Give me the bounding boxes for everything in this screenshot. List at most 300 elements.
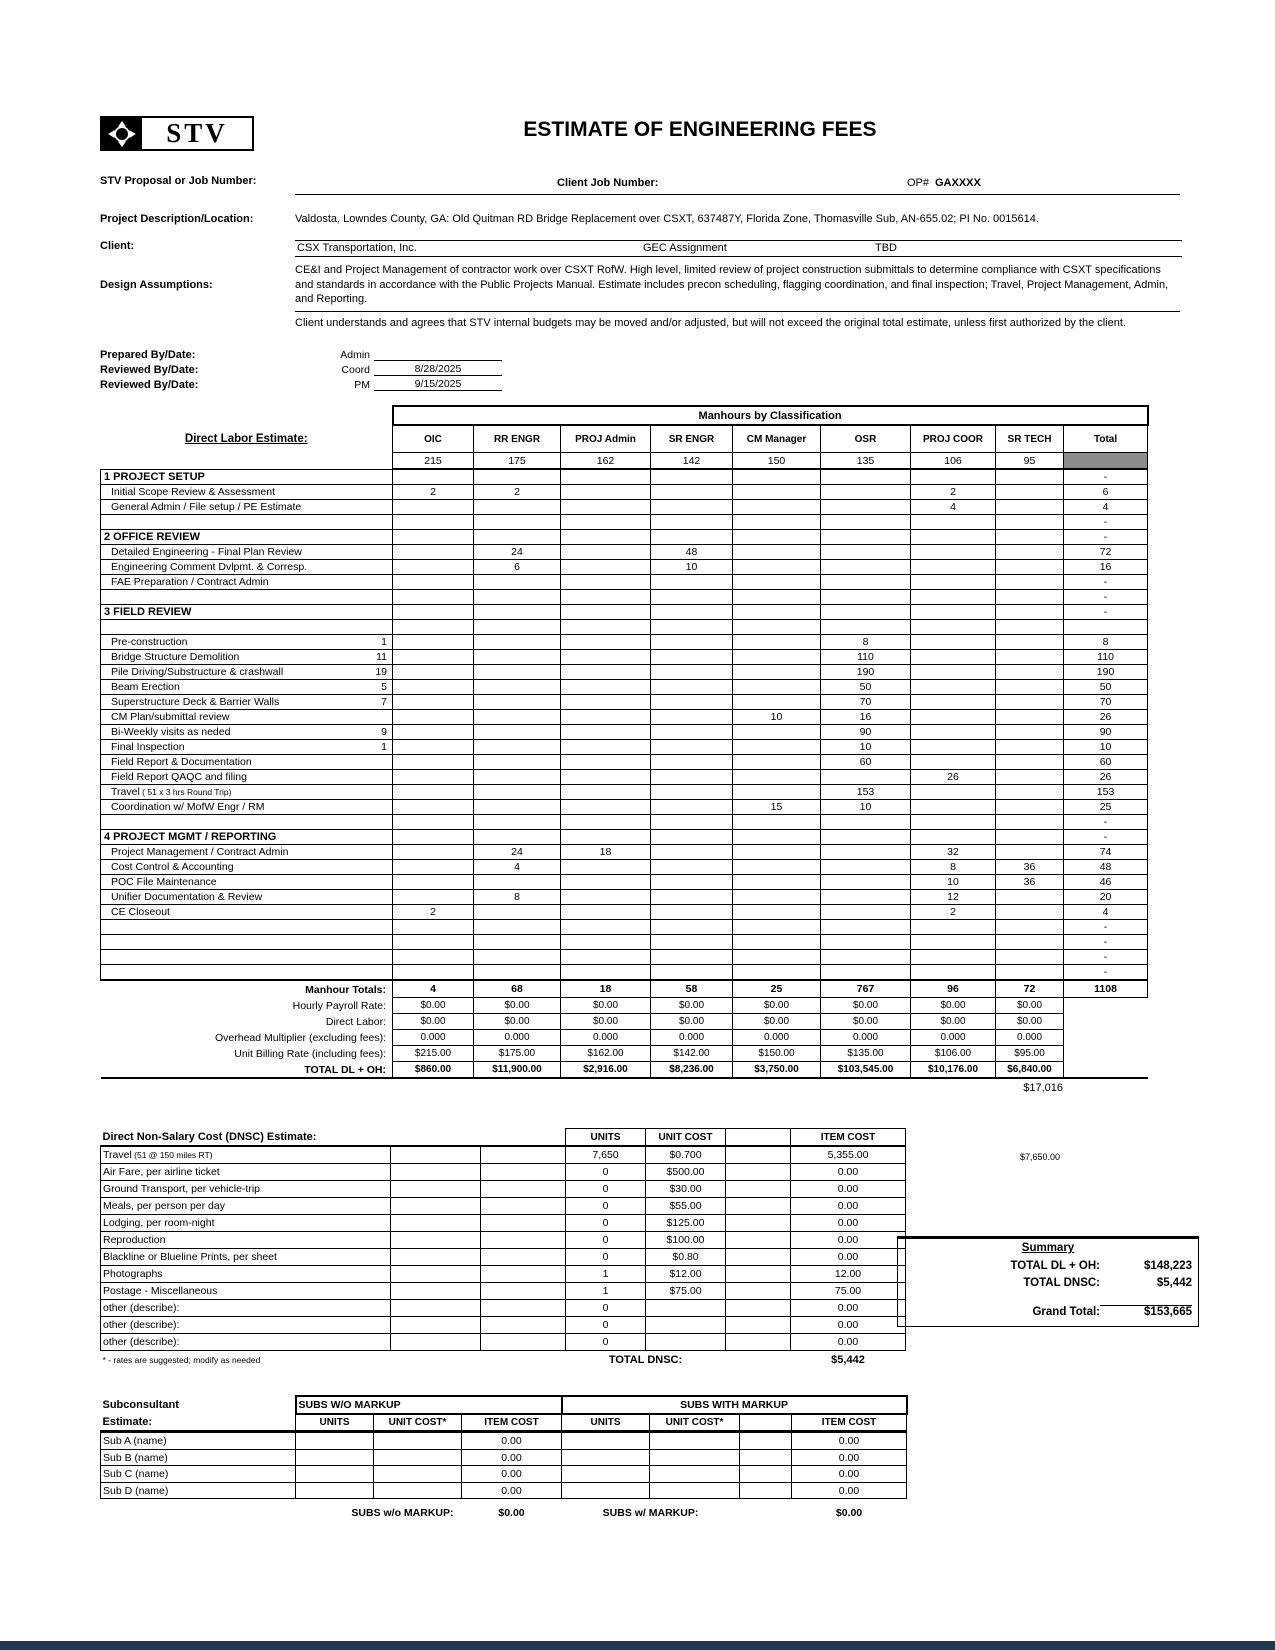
row-total-cell: 10 [1064,740,1148,755]
empty-cell [481,1266,566,1283]
manhour-total-cell: 18 [561,980,651,998]
dnsc-item-cost-cell: 5,355.00 [791,1146,906,1164]
labor-row-label: Detailed Engineering - Final Plan Review [101,545,393,560]
manhours-cell [651,620,733,635]
manhours-cell: 8 [821,635,911,650]
manhours-cell [651,800,733,815]
row-total-cell: - [1064,469,1148,485]
empty-cell [740,1466,792,1483]
sub-w-unit-cost-cell [650,1466,740,1483]
manhours-cell [733,590,821,605]
manhours-cell [393,545,474,560]
manhours-cell [911,800,996,815]
labor-summary-cell: $0.00 [561,998,651,1014]
reviewed1-date: 8/28/2025 [374,363,502,376]
op-label: OP# [907,177,930,189]
manhours-cell [561,695,651,710]
empty-cell [481,1300,566,1317]
row-total-cell: 26 [1064,710,1148,725]
manhours-cell [474,950,561,965]
manhours-cell [733,815,821,830]
manhours-cell [651,920,733,935]
subs-wo-total-value: $0.00 [498,1507,525,1520]
manhours-cell [911,635,996,650]
labor-summary-cell: $0.00 [393,1014,474,1030]
row-total-cell: - [1064,515,1148,530]
labor-summary-cell: $162.00 [561,1046,651,1062]
travel-side-note: $7,650.00 [1020,1152,1061,1163]
manhours-cell [911,530,996,545]
labor-item-row [101,620,1148,635]
manhours-cell: 36 [996,875,1064,890]
empty-cell [391,1232,481,1249]
row-total-cell: 74 [1064,845,1148,860]
dnsc-units-cell: 0 [566,1232,646,1249]
labor-summary-cell: 0.000 [911,1030,996,1046]
dnsc-row-label: Travel (51 @ 150 miles RT) [101,1146,391,1164]
sub-wo-unit-cost-cell [374,1432,462,1450]
stv-logo-text: STV [166,118,228,148]
labor-row-label: Final Inspection 1 [101,740,393,755]
labor-item-row [101,500,1148,515]
empty-cell [481,1181,566,1198]
dnsc-row-label: other (describe): [101,1334,391,1351]
subs-footer-row [101,1499,907,1520]
manhours-cell [996,800,1064,815]
manhours-cell [733,875,821,890]
labor-section-row [101,830,1148,845]
dnsc-unit-cost-cell: $12.00 [646,1266,726,1283]
empty-cell [391,1249,481,1266]
manhours-cell [474,710,561,725]
row-total-cell: - [1064,530,1148,545]
manhours-cell [474,725,561,740]
manhours-cell [733,965,821,981]
labor-summary-label: Direct Labor: [325,1015,386,1028]
summary-dnsc-label: TOTAL DNSC: [1023,1276,1100,1289]
proposal-row [100,175,1185,195]
labor-column-header: Total [1064,425,1148,453]
dnsc-units-cell: 0 [566,1249,646,1266]
manhours-cell [733,950,821,965]
manhours-cell [393,860,474,875]
manhours-cell [561,500,651,515]
manhours-cell [561,860,651,875]
sub-name-cell: Sub D (name) [101,1482,296,1499]
dnsc-row [101,1283,906,1300]
reviewed-row-1 [100,361,1185,376]
dnsc-row-label: Ground Transport, per vehicle-trip [101,1181,391,1198]
labor-item-row [101,860,1148,875]
manhours-cell [651,469,733,485]
labor-summary-cell: $860.00 [393,1062,474,1079]
labor-row-label: FAE Preparation / Contract Admin [101,575,393,590]
empty-cell [391,1146,481,1164]
manhours-cell [561,530,651,545]
labor-summary-cell: 0.000 [561,1030,651,1046]
manhours-cell [474,635,561,650]
manhours-cell: 24 [474,845,561,860]
labor-summary-cell: 0.000 [821,1030,911,1046]
labor-item-row [101,635,1148,650]
manhours-cell [821,590,911,605]
manhours-cell [561,710,651,725]
manhours-cell [733,469,821,485]
dnsc-unit-cost-cell: $0.80 [646,1249,726,1266]
sub-w-units-cell [562,1482,650,1499]
manhours-cell [911,590,996,605]
manhours-cell [996,830,1064,845]
agreement-note-row [100,312,1185,331]
manhours-cell [996,545,1064,560]
manhours-cell [996,965,1064,981]
manhours-cell [996,530,1064,545]
dnsc-row-label: other (describe): [101,1317,391,1334]
manhours-cell [561,469,651,485]
manhours-cell [561,920,651,935]
manhours-cell [996,815,1064,830]
labor-column-header: PROJ Admin [561,425,651,453]
manhours-cell: 8 [911,860,996,875]
manhours-cell: 190 [821,665,911,680]
dnsc-item-cost-cell: 12.00 [791,1266,906,1283]
row-total-cell: - [1064,950,1148,965]
manhours-cell: 2 [393,485,474,500]
labor-row-label: Bi-Weekly visits as neded 9 [101,725,393,740]
summary-dnsc-row [904,1274,1192,1291]
manhours-cell [911,950,996,965]
manhours-cell [393,710,474,725]
manhours-cell [911,620,996,635]
sub-wo-unit-cost-cell [374,1482,462,1499]
manhours-cell [821,950,911,965]
labor-item-row [101,785,1148,800]
empty-cell [740,1432,792,1450]
labor-item-row [101,890,1148,905]
manhours-cell [561,605,651,620]
manhours-cell [733,920,821,935]
manhours-cell [651,740,733,755]
manhours-cell [561,545,651,560]
labor-row-label: POC File Maintenance [101,875,393,890]
manhours-cell [821,890,911,905]
manhours-cell [651,815,733,830]
manhours-cell [393,530,474,545]
labor-rate-cell: 215 [393,453,474,470]
manhours-cell [561,830,651,845]
labor-column-header: RR ENGR [474,425,561,453]
sub-w-unit-cost-cell [650,1449,740,1466]
manhours-cell [561,950,651,965]
subs-w-total-label: SUBS w/ MARKUP: [602,1507,699,1520]
dnsc-row [101,1198,906,1215]
manhours-cell [733,665,821,680]
dnsc-unit-cost-cell: $500.00 [646,1164,726,1181]
labor-row-label: 4 PROJECT MGMT / REPORTING [101,830,393,845]
manhours-cell [393,635,474,650]
labor-summary-cell: 0.000 [996,1030,1064,1046]
manhours-cell [393,875,474,890]
description-label: Project Description/Location: [100,213,254,225]
empty-cell [726,1146,791,1164]
labor-row-label: CE Closeout [101,905,393,920]
manhours-cell [393,920,474,935]
manhours-cell [996,845,1064,860]
empty-cell [1064,1046,1148,1062]
dnsc-item-cost-cell: 0.00 [791,1164,906,1181]
manhours-cell [996,680,1064,695]
manhours-cell [733,890,821,905]
manhours-cell [561,815,651,830]
labor-item-row [101,875,1148,890]
manhours-cell: 8 [474,890,561,905]
dnsc-total-label: TOTAL DNSC: [608,1354,683,1367]
empty-cell [481,1334,566,1351]
dnsc-units-cell: 0 [566,1215,646,1232]
empty-cell [726,1249,791,1266]
subs-with-markup-group: SUBS WITH MARKUP [562,1396,907,1414]
labor-summary-cell: $0.00 [911,998,996,1014]
labor-summary-cell: $8,236.00 [651,1062,733,1079]
labor-item-row [101,650,1148,665]
manhours-cell [393,725,474,740]
labor-summary-cell: 0.000 [651,1030,733,1046]
manhours-cell [393,605,474,620]
row-total-cell: 4 [1064,500,1148,515]
dnsc-row-label: Air Fare, per airline ticket [101,1164,391,1181]
gec-assignment-label: GEC Assignment [643,242,727,254]
empty-cell [726,1232,791,1249]
empty-cell [391,1317,481,1334]
subs-group-row [101,1396,907,1414]
labor-row-label: Engineering Comment Dvlpmt. & Corresp. [101,560,393,575]
summary-dnsc-value: $5,442 [1156,1276,1192,1289]
sub-wo-unit-cost-cell [374,1466,462,1483]
manhours-cell [474,650,561,665]
manhours-cell [393,740,474,755]
dnsc-units-cell: 0 [566,1181,646,1198]
sub-w-units-cell [562,1466,650,1483]
labor-row-label: Project Management / Contract Admin [101,845,393,860]
subs-wo-unit-cost-header: UNIT COST* [374,1414,462,1432]
header [100,116,1185,160]
reviewed1-label: Reviewed By/Date: [100,364,199,377]
empty-cell [726,1300,791,1317]
empty-cell [481,1249,566,1266]
manhours-cell [911,665,996,680]
empty-cell [726,1266,791,1283]
manhours-cell [651,665,733,680]
manhours-cell [393,590,474,605]
row-total-cell: 110 [1064,650,1148,665]
manhours-cell [393,965,474,981]
empty-cell [1064,1014,1148,1030]
summary-grand-value: $153,665 [1100,1305,1192,1318]
labor-column-header: PROJ COOR [911,425,996,453]
direct-labor-estimate-label: Direct Labor Estimate: [184,433,308,446]
manhours-cell [651,755,733,770]
row-total-cell: - [1064,575,1148,590]
manhours-cell: 110 [821,650,911,665]
manhours-cell [651,530,733,545]
manhours-cell [651,905,733,920]
labor-item-row [101,905,1148,920]
manhours-cell [821,845,911,860]
manhours-cell [996,560,1064,575]
row-total-cell: - [1064,830,1148,845]
manhours-cell [733,485,821,500]
manhours-cell [821,965,911,981]
manhours-cell [474,785,561,800]
manhours-cell [561,800,651,815]
dnsc-footer-row [101,1351,906,1370]
dnsc-footnote: * - rates are suggested; modify as needed [102,1355,261,1366]
manhours-cell [911,935,996,950]
manhours-cell [561,680,651,695]
manhours-cell [733,680,821,695]
empty-cell [726,1181,791,1198]
manhours-cell [561,590,651,605]
manhours-cell [996,485,1064,500]
manhours-cell [821,830,911,845]
manhours-cell [651,605,733,620]
manhours-cell [393,650,474,665]
labor-row-label: Unifier Documentation & Review [101,890,393,905]
manhours-cell [911,785,996,800]
manhours-cell [911,815,996,830]
manhours-cell [561,965,651,981]
labor-item-row [101,755,1148,770]
dnsc-title: Direct Non-Salary Cost (DNSC) Estimate: [101,1129,566,1147]
manhours-cell [821,920,911,935]
manhours-cell [821,515,911,530]
sub-wo-unit-cost-cell [374,1449,462,1466]
sub-w-unit-cost-cell [650,1482,740,1499]
sub-wo-units-cell [296,1482,374,1499]
dnsc-item-cost-cell: 0.00 [791,1317,906,1334]
manhours-cell [474,800,561,815]
labor-summary-cell: $0.00 [733,1014,821,1030]
dnsc-row [101,1215,906,1232]
dnsc-units-cell: 7,650 [566,1146,646,1164]
labor-section-row [101,530,1148,545]
manhours-cell [651,845,733,860]
subconsultant-row [101,1482,907,1499]
manhours-cell [561,905,651,920]
dnsc-unit-cost-cell [646,1334,726,1351]
dnsc-units-cell: 0 [566,1334,646,1351]
labor-row-label [101,935,393,950]
labor-summary-cell: $0.00 [733,998,821,1014]
manhours-cell [393,770,474,785]
manhour-total-cell: 767 [821,980,911,998]
manhours-cell [393,695,474,710]
labor-rate-cell: 135 [821,453,911,470]
labor-row-label: Field Report & Documentation [101,755,393,770]
manhours-cell [821,575,911,590]
subs-w-total-value: $0.00 [835,1507,863,1520]
subs-wo-units-header: UNITS [296,1414,374,1432]
labor-item-row [101,950,1148,965]
manhours-cell [651,500,733,515]
row-total-cell: - [1064,815,1148,830]
sub-w-item-cost-cell: 0.00 [792,1432,907,1450]
manhours-cell [911,605,996,620]
row-total-cell: 90 [1064,725,1148,740]
manhours-cell [393,785,474,800]
agreement-note: Client understands and agrees that STV internal budgets may be moved and/or adjusted, but will not exceed the original total estimate, unless first authorized by the client. [295,316,1126,329]
labor-item-row [101,560,1148,575]
manhours-cell [561,560,651,575]
stv-logo [100,116,254,151]
manhours-cell [393,680,474,695]
manhours-cell [474,620,561,635]
labor-rate-cell: 175 [474,453,561,470]
manhours-cell [393,665,474,680]
manhours-cell: 2 [393,905,474,920]
manhours-cell [651,935,733,950]
labor-item-row [101,590,1148,605]
manhours-cell: 70 [821,695,911,710]
manhours-cell: 18 [561,845,651,860]
labor-row-label [101,590,393,605]
manhours-cell: 10 [821,800,911,815]
row-total-cell: - [1064,935,1148,950]
sub-name-cell: Sub B (name) [101,1449,296,1466]
manhours-cell [996,620,1064,635]
manhours-cell: 24 [474,545,561,560]
manhours-cell [474,905,561,920]
empty-cell [726,1317,791,1334]
manhours-cell [911,710,996,725]
manhours-cell [911,650,996,665]
dnsc-row [101,1181,906,1198]
manhours-cell [474,695,561,710]
manhours-cell [561,770,651,785]
manhours-cell [821,469,911,485]
subs-header-row [101,1414,907,1432]
manhours-cell: 2 [911,905,996,920]
manhours-cell [911,545,996,560]
dnsc-header-row [101,1129,906,1147]
manhours-cell [821,485,911,500]
op-value: GAXXXX [935,177,981,189]
labor-section-row [101,469,1148,485]
subs-wo-item-cost-header: ITEM COST [462,1414,562,1432]
manhours-cell [474,530,561,545]
labor-row-label: Pile Driving/Substructure & crashwall 19 [101,665,393,680]
banner-row [101,406,1148,425]
row-total-cell: 190 [1064,665,1148,680]
labor-rate-cell: 106 [911,453,996,470]
dnsc-unit-cost-header: UNIT COST [646,1129,726,1147]
labor-row-label: 2 OFFICE REVIEW [101,530,393,545]
manhours-cell [911,830,996,845]
client-job-label: Client Job Number: [557,177,659,189]
manhours-cell [911,469,996,485]
manhours-cell [393,515,474,530]
manhour-total-cell: 25 [733,980,821,998]
manhours-cell: 36 [996,860,1064,875]
empty-cell [481,1146,566,1164]
labor-row-label: Coordination w/ MofW Engr / RM [101,800,393,815]
sub-name-cell: Sub C (name) [101,1466,296,1483]
labor-rate-cell: 142 [651,453,733,470]
row-total-cell: 48 [1064,860,1148,875]
labor-summary-cell: $3,750.00 [733,1062,821,1079]
manhours-cell [996,740,1064,755]
manhours-cell [821,545,911,560]
